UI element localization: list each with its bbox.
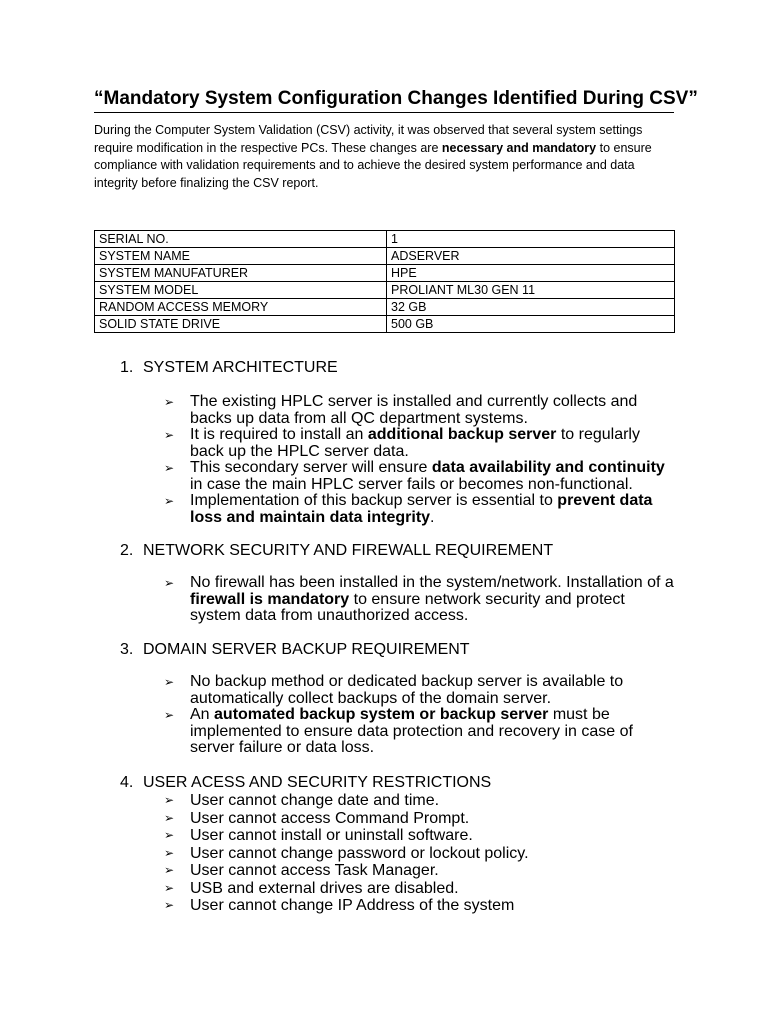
table-row xyxy=(95,248,675,265)
arrow-bullet-icon: ➢ xyxy=(164,461,175,475)
list-item: ➢ User cannot access Task Manager. xyxy=(164,862,439,879)
arrow-bullet-icon: ➢ xyxy=(164,793,175,807)
arrow-bullet-icon: ➢ xyxy=(164,880,175,895)
list-item: ➢ The existing HPLC server is installed and currently collects and backs up data from all QC department systems. xyxy=(164,393,638,427)
table-value: HPE xyxy=(387,265,675,282)
section-user-access-list xyxy=(164,792,676,915)
table-key: SYSTEM MODEL xyxy=(95,282,387,299)
arrow-bullet-icon: ➢ xyxy=(164,828,175,842)
arrow-bullet-icon: ➢ xyxy=(164,428,175,442)
list-item: ➢ No firewall has been installed in the system/network. Installation of a firewall is mandatory to ensure network security and protect system data from unauthorized access. xyxy=(164,574,674,624)
table-row xyxy=(95,265,675,282)
intro-text-1: During the Computer System Validation (CSV) activity, it was observed that several system settings require modification in the respective PCs. These changes are xyxy=(94,123,643,155)
table-value: 1 xyxy=(387,231,675,248)
system-info-table xyxy=(94,230,675,333)
intro-bold: necessary and mandatory xyxy=(441,140,597,155)
table-value: ADSERVER xyxy=(387,248,675,265)
intro-paragraph xyxy=(94,122,674,192)
table-row xyxy=(95,316,675,333)
section-architecture-list xyxy=(164,394,676,526)
table-row xyxy=(95,282,675,299)
table-value: PROLIANT ML30 GEN 11 xyxy=(387,282,675,299)
arrow-bullet-icon: ➢ xyxy=(164,863,175,877)
table-value: 500 GB xyxy=(387,316,675,333)
list-item: ➢ USB and external drives are disabled. xyxy=(164,879,459,897)
table-key: RANDOM ACCESS MEMORY xyxy=(95,299,387,316)
table-key: SYSTEM NAME xyxy=(95,248,387,265)
section-network-list xyxy=(164,575,676,625)
section-domain-backup-list xyxy=(164,674,676,757)
list-item: ➢ Implementation of this backup server is essential to prevent data loss and maintain data integrity. xyxy=(164,492,653,526)
table-value: 32 GB xyxy=(387,299,675,316)
list-item: ➢ An automated backup system or backup server must be implemented to ensure data protection and recovery in case of server failure or data loss. xyxy=(164,706,633,756)
section-heading-architecture: 1. SYSTEM ARCHITECTURE xyxy=(120,359,338,376)
list-item: ➢ No backup method or dedicated backup server is available to automatically collect backups of the domain server. xyxy=(164,673,624,707)
arrow-bullet-icon: ➢ xyxy=(164,708,175,722)
section-heading-user-access: 4. USER ACESS AND SECURITY RESTRICTIONS xyxy=(120,774,492,791)
section-heading-domain-backup: 3. DOMAIN SERVER BACKUP REQUIREMENT xyxy=(120,641,470,658)
section-heading-network: 2. NETWORK SECURITY AND FIREWALL REQUIREMENT xyxy=(120,542,554,559)
intro-text-2: to ensure compliance with validation requirements and to achieve the desired system performance and data integrity before finalizing the CSV report. xyxy=(94,140,652,190)
document-title: “Mandatory System Configuration Changes Identified During CSV” xyxy=(94,86,674,113)
list-item: ➢ This secondary server will ensure data availability and continuity in case the main HPLC server fails or becomes non-functional. xyxy=(164,459,665,493)
list-item: ➢ User cannot change IP Address of the system xyxy=(164,897,515,914)
table-row xyxy=(95,231,675,248)
arrow-bullet-icon: ➢ xyxy=(164,898,175,912)
arrow-bullet-icon: ➢ xyxy=(164,576,175,590)
table-key: SERIAL NO. xyxy=(95,231,387,248)
arrow-bullet-icon: ➢ xyxy=(164,395,175,409)
list-item: ➢ User cannot access Command Prompt. xyxy=(164,809,470,827)
arrow-bullet-icon: ➢ xyxy=(164,675,175,689)
table-row xyxy=(95,299,675,316)
list-item: ➢ User cannot install or uninstall software. xyxy=(164,827,473,844)
arrow-bullet-icon: ➢ xyxy=(164,810,175,825)
arrow-bullet-icon: ➢ xyxy=(164,494,175,508)
table-key: SYSTEM MANUFATURER xyxy=(95,265,387,282)
list-item: ➢ User cannot change password or lockout policy. xyxy=(164,844,529,862)
table-key: SOLID STATE DRIVE xyxy=(95,316,387,333)
list-item: ➢ User cannot change date and time. xyxy=(164,792,440,809)
arrow-bullet-icon: ➢ xyxy=(164,845,175,860)
list-item: ➢ It is required to install an additional backup server to regularly back up the HPLC server data. xyxy=(164,426,640,460)
